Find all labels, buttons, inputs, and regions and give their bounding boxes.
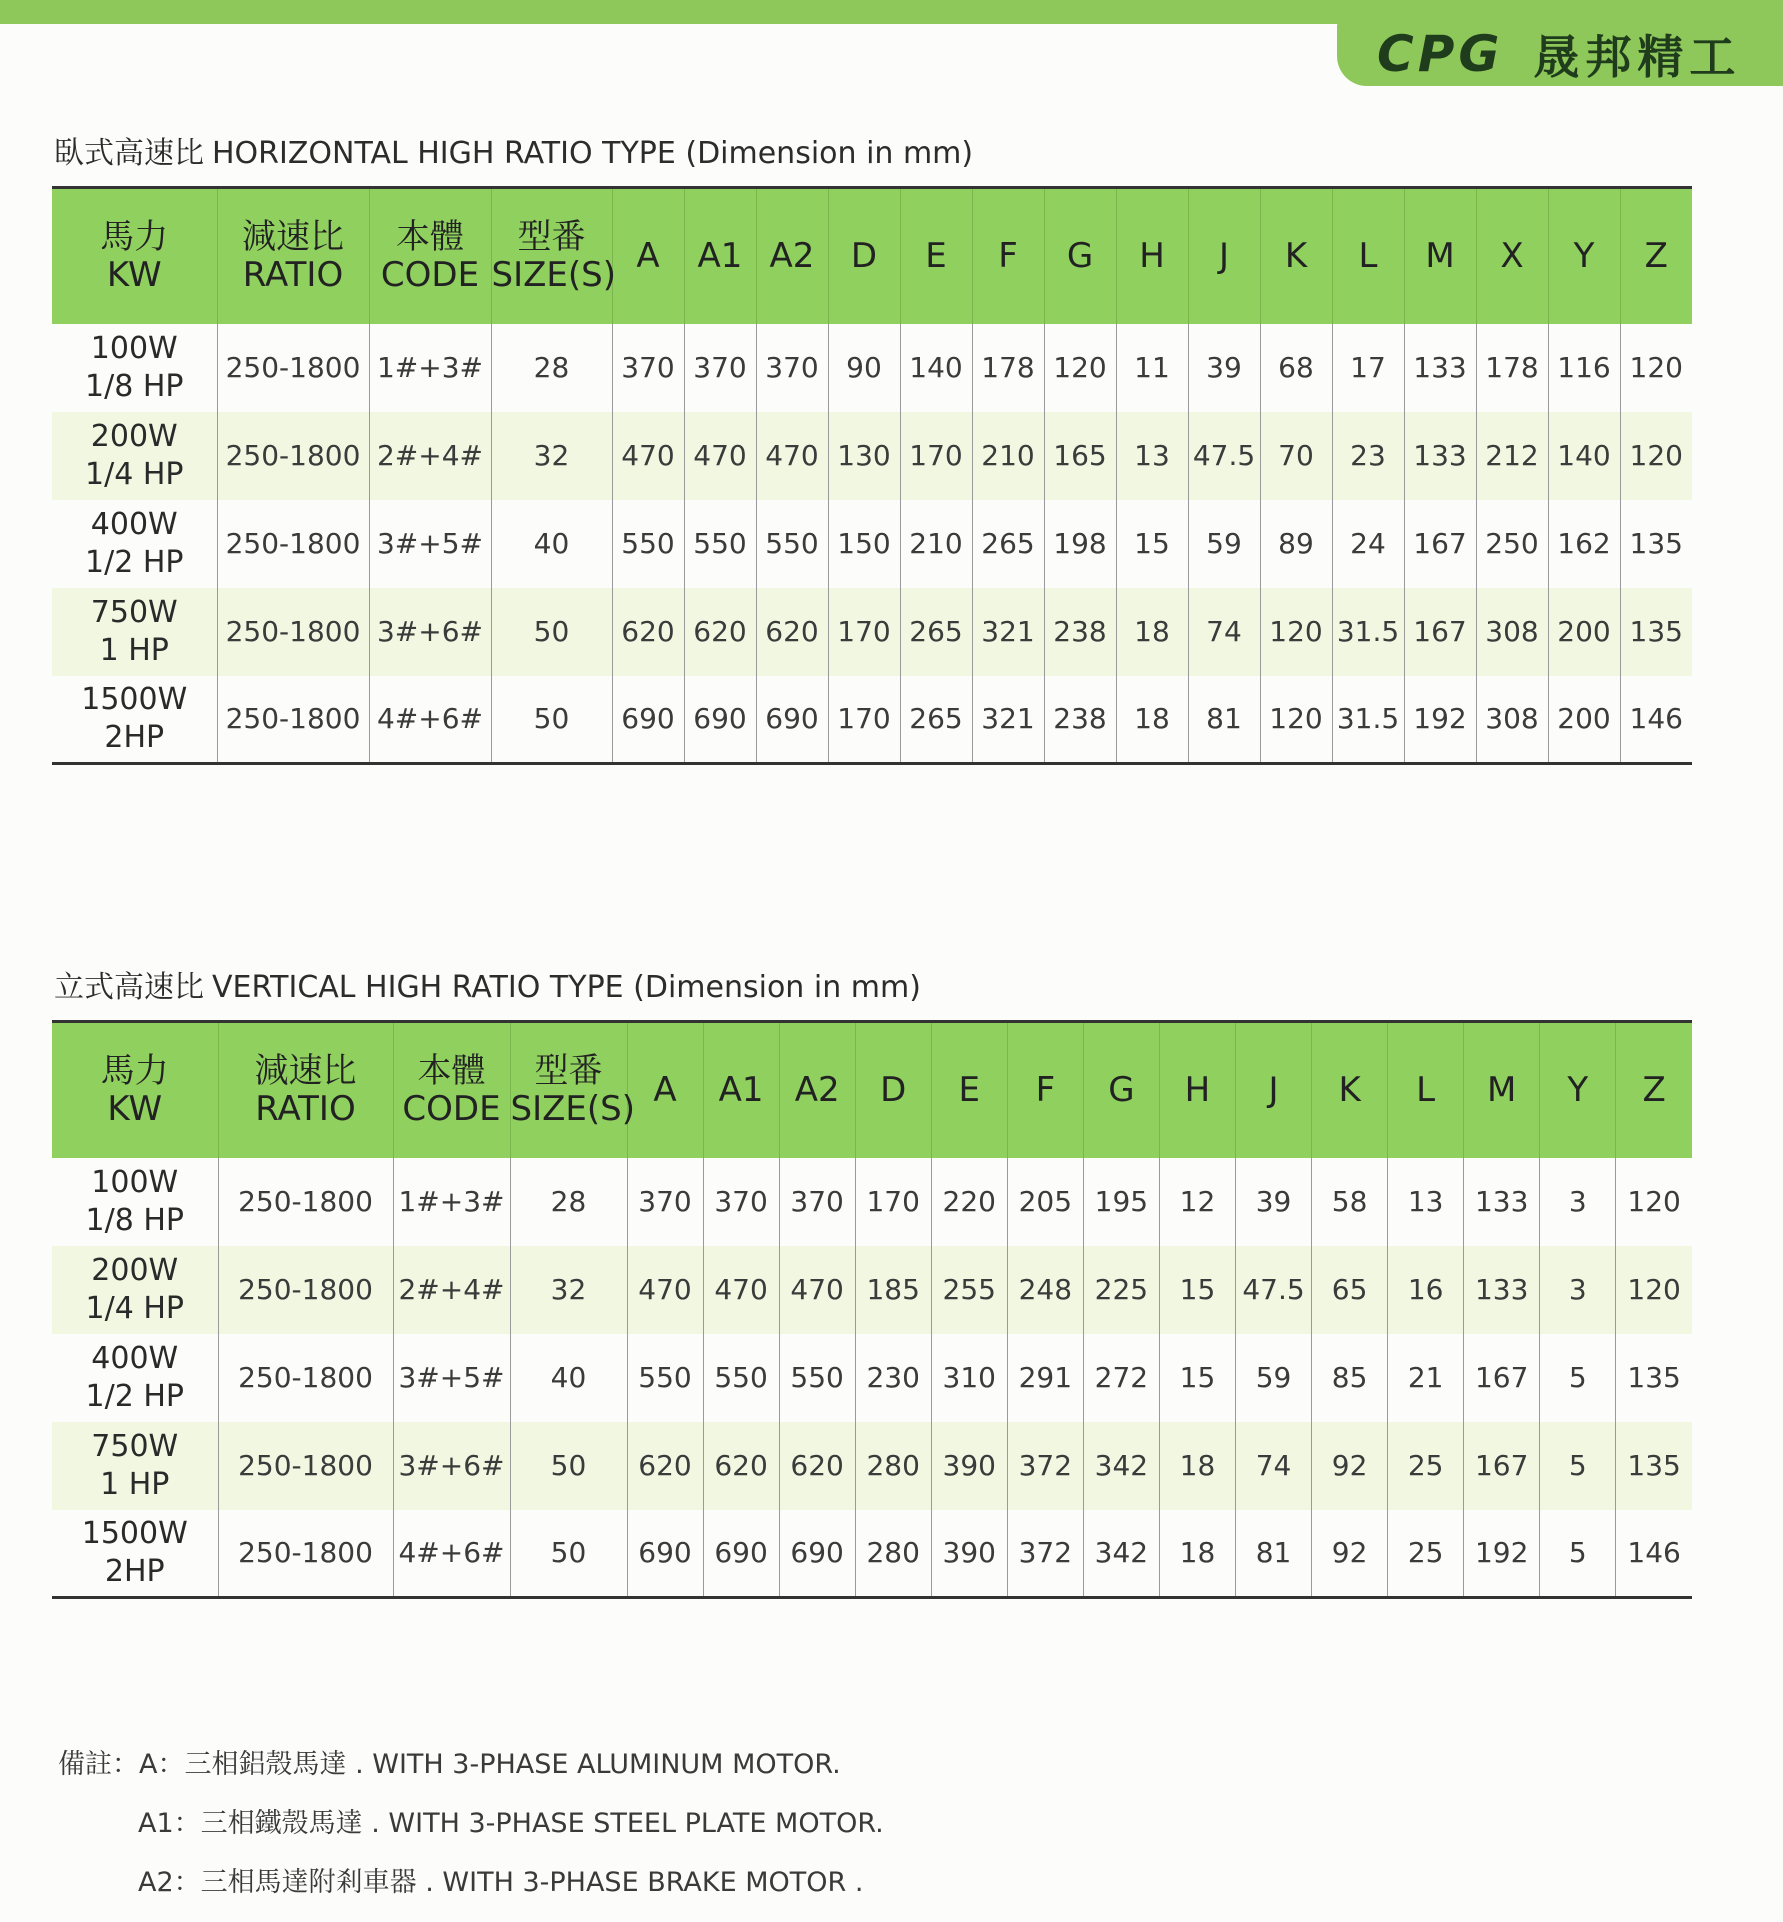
dimension-cell: 120 xyxy=(1044,324,1116,412)
ratio-cell: 250-1800 xyxy=(217,676,369,764)
header-code: 本體 CODE xyxy=(393,1022,510,1158)
dimension-cell: 25 xyxy=(1388,1510,1464,1598)
dimension-cell: 81 xyxy=(1236,1510,1312,1598)
dimension-cell: 470 xyxy=(703,1246,779,1334)
header-ratio: 減速比 RATIO xyxy=(217,188,369,324)
header-code: 本體 CODE xyxy=(369,188,491,324)
dimension-cell: 280 xyxy=(855,1422,931,1510)
dimension-cell: 178 xyxy=(1476,324,1548,412)
dimension-cell: 370 xyxy=(779,1158,855,1246)
dimension-cell: 198 xyxy=(1044,500,1116,588)
header-dim: Y xyxy=(1548,188,1620,324)
dimension-cell: 81 xyxy=(1188,676,1260,764)
header-dim: E xyxy=(900,188,972,324)
dimension-cell: 31.5 xyxy=(1332,588,1404,676)
header-dim: Y xyxy=(1540,1022,1616,1158)
code-cell: 3#+5# xyxy=(393,1334,510,1422)
dimension-cell: 620 xyxy=(627,1422,703,1510)
ratio-cell: 250-1800 xyxy=(218,1510,393,1598)
dimension-cell: 5 xyxy=(1540,1422,1616,1510)
size-cell: 32 xyxy=(510,1246,627,1334)
header-dim: D xyxy=(855,1022,931,1158)
dimension-cell: 47.5 xyxy=(1188,412,1260,500)
dimension-cell: 133 xyxy=(1464,1246,1540,1334)
dimension-cell: 470 xyxy=(756,412,828,500)
size-cell: 50 xyxy=(510,1422,627,1510)
dimension-cell: 238 xyxy=(1044,588,1116,676)
dimension-cell: 620 xyxy=(703,1422,779,1510)
dimension-cell: 31.5 xyxy=(1332,676,1404,764)
size-cell: 32 xyxy=(491,412,612,500)
header-dim: A2 xyxy=(779,1022,855,1158)
dimension-cell: 550 xyxy=(779,1334,855,1422)
header-dim: L xyxy=(1388,1022,1464,1158)
dimension-cell: 370 xyxy=(756,324,828,412)
dimension-cell: 39 xyxy=(1188,324,1260,412)
dimension-cell: 178 xyxy=(972,324,1044,412)
brand-mark: CPG xyxy=(1377,25,1504,83)
dimension-cell: 372 xyxy=(1007,1422,1083,1510)
dimension-cell: 85 xyxy=(1312,1334,1388,1422)
section-title-vertical xyxy=(54,962,921,1006)
power-cell: 750W 1 HP xyxy=(52,588,217,676)
remarks xyxy=(58,1745,884,1922)
dimension-cell: 550 xyxy=(703,1334,779,1422)
header-dim: A xyxy=(627,1022,703,1158)
top-color-band xyxy=(0,0,1783,24)
ratio-cell: 250-1800 xyxy=(217,500,369,588)
ratio-cell: 250-1800 xyxy=(218,1246,393,1334)
section-title-en: VERTICAL HIGH RATIO TYPE (Dimension in mm) xyxy=(212,970,921,1005)
section-title-cn: 立式高速比 xyxy=(54,970,204,1005)
header-dim: G xyxy=(1083,1022,1159,1158)
ratio-cell: 250-1800 xyxy=(218,1422,393,1510)
dimension-cell: 135 xyxy=(1620,500,1692,588)
ratio-cell: 250-1800 xyxy=(218,1334,393,1422)
dimension-cell: 58 xyxy=(1312,1158,1388,1246)
dimension-cell: 192 xyxy=(1404,676,1476,764)
dimension-cell: 265 xyxy=(972,500,1044,588)
dimension-cell: 225 xyxy=(1083,1246,1159,1334)
dimension-cell: 74 xyxy=(1236,1422,1312,1510)
dimension-cell: 210 xyxy=(900,500,972,588)
dimension-cell: 620 xyxy=(756,588,828,676)
header-dim: F xyxy=(972,188,1044,324)
header-power: 馬力 KW xyxy=(52,188,217,324)
power-cell: 1500W 2HP xyxy=(81,681,188,755)
dimension-cell: 255 xyxy=(931,1246,1007,1334)
dimension-cell: 92 xyxy=(1312,1510,1388,1598)
code-cell: 3#+6# xyxy=(369,588,491,676)
header-size: 型番 SIZE(S) xyxy=(491,188,612,324)
dimension-cell: 550 xyxy=(684,500,756,588)
dimension-cell: 167 xyxy=(1464,1334,1540,1422)
dimension-cell: 3 xyxy=(1540,1246,1616,1334)
table-row xyxy=(52,588,1692,676)
power-cell: 750W 1 HP xyxy=(52,1422,218,1510)
code-cell: 3#+5# xyxy=(369,500,491,588)
size-cell: 50 xyxy=(491,676,612,764)
dimension-cell: 265 xyxy=(900,676,972,764)
dimension-cell: 550 xyxy=(627,1334,703,1422)
dimension-cell: 120 xyxy=(1620,412,1692,500)
dimension-cell: 15 xyxy=(1159,1246,1235,1334)
dimension-cell: 342 xyxy=(1083,1422,1159,1510)
section-title-horizontal xyxy=(54,128,973,172)
header-dim: J xyxy=(1236,1022,1312,1158)
dimension-cell: 230 xyxy=(855,1334,931,1422)
dimension-cell: 238 xyxy=(1044,676,1116,764)
dimension-cell: 17 xyxy=(1332,324,1404,412)
header-ratio: 減速比 RATIO xyxy=(218,1022,393,1158)
header-dim: K xyxy=(1312,1022,1388,1158)
dimension-cell: 140 xyxy=(1548,412,1620,500)
table-header-row xyxy=(52,188,1692,324)
dimension-cell: 170 xyxy=(855,1158,931,1246)
power-cell: 1500W 2HP xyxy=(81,1515,188,1589)
code-cell: 3#+6# xyxy=(393,1422,510,1510)
dimension-cell: 23 xyxy=(1332,412,1404,500)
header-dim: D xyxy=(828,188,900,324)
ratio-cell: 250-1800 xyxy=(217,324,369,412)
dimension-cell: 3 xyxy=(1540,1158,1616,1246)
dimension-cell: 68 xyxy=(1260,324,1332,412)
power-cell: 100W 1/8 HP xyxy=(85,1164,184,1238)
dimension-cell: 133 xyxy=(1404,324,1476,412)
table-row xyxy=(52,1510,1692,1598)
dimension-cell: 146 xyxy=(1616,1510,1692,1598)
size-cell: 50 xyxy=(510,1510,627,1598)
dimension-cell: 470 xyxy=(612,412,684,500)
dimension-cell: 165 xyxy=(1044,412,1116,500)
dimension-cell: 89 xyxy=(1260,500,1332,588)
dimension-cell: 120 xyxy=(1260,676,1332,764)
dimension-cell: 291 xyxy=(1007,1334,1083,1422)
dimension-cell: 250 xyxy=(1476,500,1548,588)
dimension-cell: 370 xyxy=(703,1158,779,1246)
table-row xyxy=(52,1246,1692,1334)
dimension-cell: 130 xyxy=(828,412,900,500)
dimension-cell: 140 xyxy=(900,324,972,412)
dimension-cell: 21 xyxy=(1388,1334,1464,1422)
dimension-cell: 133 xyxy=(1404,412,1476,500)
ratio-cell: 250-1800 xyxy=(218,1158,393,1246)
dimension-cell: 15 xyxy=(1116,500,1188,588)
dimension-cell: 92 xyxy=(1312,1422,1388,1510)
header-dim: G xyxy=(1044,188,1116,324)
header-dim: A1 xyxy=(703,1022,779,1158)
header-dim: Z xyxy=(1620,188,1692,324)
dimension-cell: 11 xyxy=(1116,324,1188,412)
header-dim: A xyxy=(612,188,684,324)
table-row xyxy=(52,500,1692,588)
dimension-cell: 18 xyxy=(1116,588,1188,676)
dimension-cell: 272 xyxy=(1083,1334,1159,1422)
dimension-cell: 370 xyxy=(684,324,756,412)
dimension-cell: 167 xyxy=(1404,500,1476,588)
dimension-cell: 162 xyxy=(1548,500,1620,588)
dimension-cell: 192 xyxy=(1464,1510,1540,1598)
dimension-cell: 18 xyxy=(1159,1422,1235,1510)
table-row xyxy=(52,676,1692,764)
horizontal-dimension-table xyxy=(52,186,1692,765)
code-cell: 4#+6# xyxy=(369,676,491,764)
dimension-cell: 310 xyxy=(931,1334,1007,1422)
header-dim: E xyxy=(931,1022,1007,1158)
dimension-cell: 470 xyxy=(779,1246,855,1334)
remark-line: A1：三相鐵殼馬達 . WITH 3-PHASE STEEL PLATE MOTOR. xyxy=(138,1808,884,1839)
dimension-cell: 620 xyxy=(684,588,756,676)
dimension-cell: 70 xyxy=(1260,412,1332,500)
power-cell: 400W 1/2 HP xyxy=(85,506,184,580)
dimension-cell: 65 xyxy=(1312,1246,1388,1334)
dimension-cell: 120 xyxy=(1616,1158,1692,1246)
dimension-cell: 5 xyxy=(1540,1510,1616,1598)
header-dim: K xyxy=(1260,188,1332,324)
table-header-row xyxy=(52,1022,1692,1158)
dimension-cell: 135 xyxy=(1620,588,1692,676)
dimension-cell: 120 xyxy=(1620,324,1692,412)
code-cell: 2#+4# xyxy=(393,1246,510,1334)
table-row xyxy=(52,1158,1692,1246)
dimension-cell: 39 xyxy=(1236,1158,1312,1246)
remark-line: 備註：A：三相鋁殼馬達 . WITH 3-PHASE ALUMINUM MOTOR. xyxy=(58,1749,841,1780)
dimension-cell: 13 xyxy=(1116,412,1188,500)
dimension-cell: 370 xyxy=(627,1158,703,1246)
dimension-cell: 59 xyxy=(1236,1334,1312,1422)
dimension-cell: 308 xyxy=(1476,588,1548,676)
dimension-cell: 59 xyxy=(1188,500,1260,588)
size-cell: 40 xyxy=(491,500,612,588)
dimension-cell: 690 xyxy=(779,1510,855,1598)
code-cell: 1#+3# xyxy=(393,1158,510,1246)
dimension-cell: 280 xyxy=(855,1510,931,1598)
dimension-cell: 342 xyxy=(1083,1510,1159,1598)
dimension-cell: 18 xyxy=(1159,1510,1235,1598)
dimension-cell: 470 xyxy=(627,1246,703,1334)
size-cell: 50 xyxy=(491,588,612,676)
dimension-cell: 47.5 xyxy=(1236,1246,1312,1334)
table-row xyxy=(52,1334,1692,1422)
section-title-en: HORIZONTAL HIGH RATIO TYPE (Dimension in mm) xyxy=(212,136,974,171)
dimension-cell: 116 xyxy=(1548,324,1620,412)
dimension-cell: 15 xyxy=(1159,1334,1235,1422)
dimension-cell: 12 xyxy=(1159,1158,1235,1246)
dimension-cell: 200 xyxy=(1548,676,1620,764)
dimension-cell: 25 xyxy=(1388,1422,1464,1510)
dimension-cell: 135 xyxy=(1616,1334,1692,1422)
header-dim: H xyxy=(1159,1022,1235,1158)
dimension-cell: 220 xyxy=(931,1158,1007,1246)
dimension-cell: 370 xyxy=(612,324,684,412)
dimension-cell: 146 xyxy=(1620,676,1692,764)
dimension-cell: 620 xyxy=(779,1422,855,1510)
dimension-cell: 390 xyxy=(931,1510,1007,1598)
header-dim: M xyxy=(1404,188,1476,324)
dimension-cell: 205 xyxy=(1007,1158,1083,1246)
dimension-cell: 200 xyxy=(1548,588,1620,676)
table-row xyxy=(52,324,1692,412)
header-dim: A2 xyxy=(756,188,828,324)
dimension-cell: 690 xyxy=(703,1510,779,1598)
dimension-cell: 135 xyxy=(1616,1422,1692,1510)
dimension-cell: 390 xyxy=(931,1422,1007,1510)
power-cell: 100W 1/8 HP xyxy=(85,330,184,404)
dimension-cell: 321 xyxy=(972,588,1044,676)
dimension-cell: 372 xyxy=(1007,1510,1083,1598)
header-dim: H xyxy=(1116,188,1188,324)
dimension-cell: 265 xyxy=(900,588,972,676)
vertical-dimension-table xyxy=(52,1020,1692,1599)
dimension-cell: 24 xyxy=(1332,500,1404,588)
header-power: 馬力 KW xyxy=(52,1022,218,1158)
dimension-cell: 5 xyxy=(1540,1334,1616,1422)
header-dim: J xyxy=(1188,188,1260,324)
dimension-cell: 690 xyxy=(684,676,756,764)
dimension-cell: 321 xyxy=(972,676,1044,764)
section-title-cn: 臥式高速比 xyxy=(54,136,204,171)
header-dim: Z xyxy=(1616,1022,1692,1158)
dimension-cell: 248 xyxy=(1007,1246,1083,1334)
code-cell: 1#+3# xyxy=(369,324,491,412)
dimension-cell: 170 xyxy=(828,588,900,676)
header-dim: M xyxy=(1464,1022,1540,1158)
remark-line: A2：三相馬達附剎車器 . WITH 3-PHASE BRAKE MOTOR . xyxy=(138,1867,864,1898)
brand-logo xyxy=(1337,22,1783,86)
dimension-cell: 170 xyxy=(828,676,900,764)
power-cell: 200W 1/4 HP xyxy=(52,412,217,500)
dimension-cell: 16 xyxy=(1388,1246,1464,1334)
code-cell: 2#+4# xyxy=(369,412,491,500)
header-size: 型番 SIZE(S) xyxy=(510,1022,627,1158)
remark-prefix: 備註： xyxy=(58,1749,139,1780)
ratio-cell: 250-1800 xyxy=(217,412,369,500)
dimension-cell: 690 xyxy=(612,676,684,764)
dimension-cell: 18 xyxy=(1116,676,1188,764)
table-row xyxy=(52,412,1692,500)
dimension-cell: 167 xyxy=(1404,588,1476,676)
dimension-cell: 120 xyxy=(1616,1246,1692,1334)
header-dim: L xyxy=(1332,188,1404,324)
size-cell: 28 xyxy=(491,324,612,412)
dimension-cell: 550 xyxy=(756,500,828,588)
table-row xyxy=(52,1422,1692,1510)
dimension-cell: 90 xyxy=(828,324,900,412)
dimension-cell: 308 xyxy=(1476,676,1548,764)
size-cell: 40 xyxy=(510,1334,627,1422)
dimension-cell: 620 xyxy=(612,588,684,676)
dimension-cell: 550 xyxy=(612,500,684,588)
size-cell: 28 xyxy=(510,1158,627,1246)
dimension-cell: 690 xyxy=(756,676,828,764)
brand-name-cn: 晟邦精工 xyxy=(1533,30,1742,84)
dimension-cell: 13 xyxy=(1388,1158,1464,1246)
header-dim: F xyxy=(1007,1022,1083,1158)
dimension-cell: 195 xyxy=(1083,1158,1159,1246)
header-dim: A1 xyxy=(684,188,756,324)
dimension-cell: 120 xyxy=(1260,588,1332,676)
dimension-cell: 74 xyxy=(1188,588,1260,676)
power-cell: 400W 1/2 HP xyxy=(85,1340,184,1414)
dimension-cell: 690 xyxy=(627,1510,703,1598)
code-cell: 4#+6# xyxy=(393,1510,510,1598)
ratio-cell: 250-1800 xyxy=(217,588,369,676)
header-dim: X xyxy=(1476,188,1548,324)
dimension-cell: 185 xyxy=(855,1246,931,1334)
dimension-cell: 167 xyxy=(1464,1422,1540,1510)
dimension-cell: 150 xyxy=(828,500,900,588)
dimension-cell: 212 xyxy=(1476,412,1548,500)
dimension-cell: 133 xyxy=(1464,1158,1540,1246)
dimension-cell: 470 xyxy=(684,412,756,500)
power-cell: 200W 1/4 HP xyxy=(52,1246,218,1334)
dimension-cell: 210 xyxy=(972,412,1044,500)
dimension-cell: 170 xyxy=(900,412,972,500)
